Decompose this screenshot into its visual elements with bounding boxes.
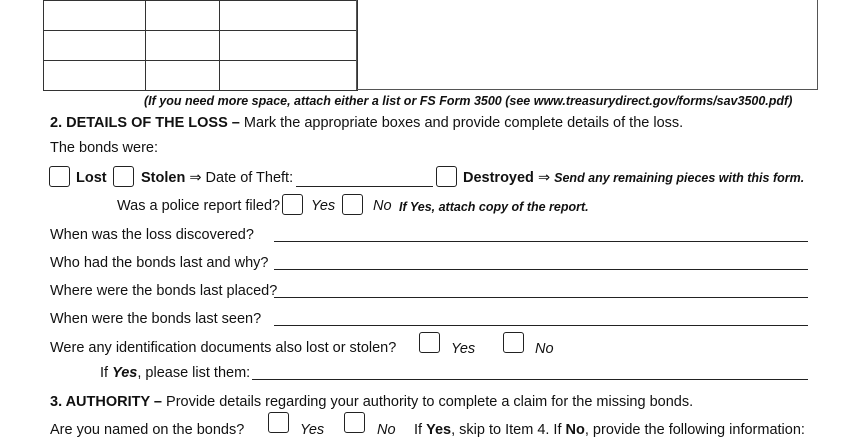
lost-checkbox[interactable] [49,166,70,187]
section3-heading-line [50,394,693,411]
bond-list-table [43,0,358,91]
table-cell[interactable] [220,31,358,61]
id-docs-no-checkbox[interactable] [503,332,524,353]
stolen-checkbox[interactable] [113,166,134,187]
section2-instruction: Mark the appropriate boxes and provide complete details of the loss. [243,115,684,131]
if-yes-suffix: , please list them: [137,365,251,381]
table-cell[interactable] [146,61,220,91]
police-yes-label: Yes [311,198,336,214]
q-who-had-field[interactable] [274,269,808,270]
q-id-docs-label: Were any identification documents also lost or stolen? [50,340,397,356]
more-space-note: (If you need more space, attach either a list or FS Form 3500 (see www.treasurydirect.gov/forms/sav3500.pdf) [144,94,793,108]
section3-instruction: Provide details regarding your authority to complete a claim for the missing bonds. [166,394,694,410]
destroyed-label: Destroyed [463,170,534,186]
bonds-were-label: The bonds were: [50,140,159,156]
table-row [44,61,358,91]
destroyed-checkbox[interactable] [436,166,457,187]
q-last-seen-field[interactable] [274,325,808,326]
right-panel-box [356,0,818,90]
stolen-label: Stolen [141,170,186,186]
table-row [44,1,358,31]
police-question: Was a police report filed? [117,198,281,214]
police-no-checkbox[interactable] [342,194,363,215]
table-cell[interactable] [220,1,358,31]
if-yes-bold: Yes [426,422,452,438]
named-no-checkbox[interactable] [344,412,365,433]
table-cell[interactable] [44,31,146,61]
if-yes-list-label [100,365,250,382]
q-where-placed-field[interactable] [274,297,808,298]
id-docs-no-label: No [535,341,554,357]
q-last-seen-label: When were the bonds last seen? [50,311,262,327]
if-no-bold: No [565,422,585,438]
destroyed-note: Send any remaining pieces with this form. [554,171,805,185]
if-yes-bold: Yes [112,365,138,381]
lost-label: Lost [76,170,107,186]
table-cell[interactable] [220,61,358,91]
arrow-icon: ⇒ [189,170,202,186]
destroyed-group [463,170,804,187]
q-where-placed-label: Where were the bonds last placed? [50,283,278,299]
section3-heading: 3. AUTHORITY – [50,394,162,410]
police-note: If Yes, attach copy of the report. [399,200,589,214]
named-no-label: No [377,422,396,438]
date-of-theft-field[interactable] [296,186,433,187]
if-mid: , skip to Item 4. If [451,422,566,438]
if-prefix: If [414,422,427,438]
named-instruction [414,422,805,439]
table-cell[interactable] [44,61,146,91]
table-cell[interactable] [44,1,146,31]
q-named-label: Are you named on the bonds? [50,422,245,438]
police-yes-checkbox[interactable] [282,194,303,215]
q-who-had-label: Who had the bonds last and why? [50,255,269,271]
section2-heading-line [50,115,683,132]
if-suffix: , provide the following information: [584,422,805,438]
table-cell[interactable] [146,1,220,31]
q-discovered-field[interactable] [274,241,808,242]
q-discovered-label: When was the loss discovered? [50,227,254,243]
table-row [44,31,358,61]
police-no-label: No [373,198,392,214]
id-docs-yes-checkbox[interactable] [419,332,440,353]
id-docs-list-field[interactable] [252,379,808,380]
named-yes-label: Yes [300,422,325,438]
stolen-group [141,170,293,187]
id-docs-yes-label: Yes [451,341,476,357]
arrow-icon: ⇒ [537,170,551,186]
section2-heading: 2. DETAILS OF THE LOSS – [50,115,240,131]
table-cell[interactable] [146,31,220,61]
if-yes-prefix: If [100,365,113,381]
date-of-theft-label: Date of Theft: [205,170,294,186]
named-yes-checkbox[interactable] [268,412,289,433]
